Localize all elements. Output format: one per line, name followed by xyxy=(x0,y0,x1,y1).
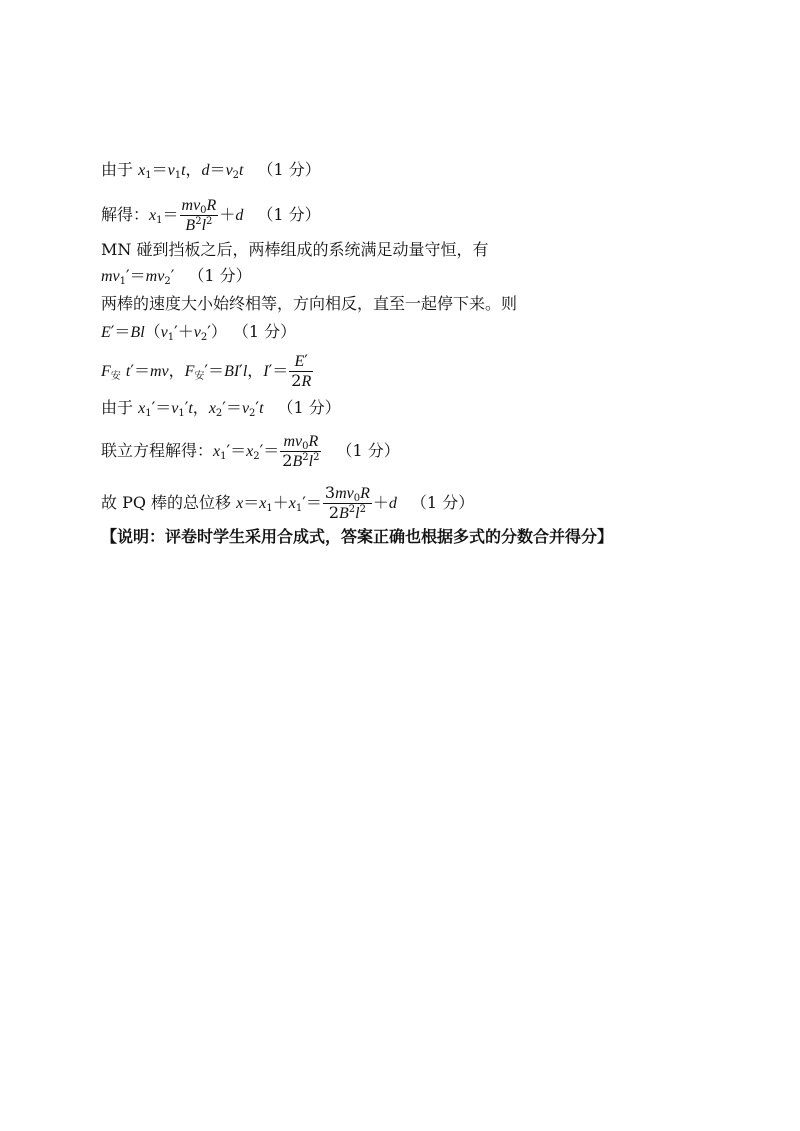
score-mark: （1 分） xyxy=(240,322,297,341)
score-mark: （1 分） xyxy=(257,160,321,179)
solution-line-2 xyxy=(101,196,321,235)
score-mark: （1 分） xyxy=(410,493,475,512)
solution-line-9 xyxy=(101,432,400,471)
score-mark: （1 分） xyxy=(188,266,252,285)
grading-note xyxy=(101,527,613,547)
solution-line-5 xyxy=(101,294,517,314)
line-text: MN 碰到挡板之后，两棒组成的系统满足动量守恒，有 xyxy=(101,240,489,259)
solution-line-8 xyxy=(101,398,341,419)
formula: $F_安$ t′＝mv，$F_安'=BI'l$，I′＝ $\frac{E'}{2R}$ xyxy=(101,351,312,390)
score-mark: （1 分） xyxy=(277,398,341,417)
formula: $mv_1'=mv_2'$ xyxy=(101,266,175,287)
solution-line-7 xyxy=(101,352,314,391)
formula: $x_1=$ $\frac{mv_0R}{B^2l^2}$ ＋d xyxy=(149,197,244,234)
formula: $E'=Bl(v_1'+v_2')$ xyxy=(101,322,227,343)
solution-line-4 xyxy=(101,266,252,287)
line-prefix: 由于 xyxy=(101,160,139,179)
formula: $x_1'=v_1't$，$x_2'=v_2't$ xyxy=(138,398,264,419)
line-prefix: 解得： xyxy=(101,205,150,224)
line-text: 【说明：评卷时学生采用合成式，答案正确也根据多式的分数合并得分】 xyxy=(101,527,614,546)
solution-line-10 xyxy=(101,484,474,523)
solution-line-3 xyxy=(101,240,488,260)
line-prefix: 由于 xyxy=(101,398,139,417)
score-mark: （1 分） xyxy=(336,441,400,460)
line-text: 两棒的速度大小始终相等，方向相反，直至一起停下来。则 xyxy=(101,294,518,313)
formula: $x_1=v_1t$，$d=v_2t$ xyxy=(138,160,244,181)
line-prefix: 联立方程解得： xyxy=(101,441,214,460)
formula: $x_1'=x_2'=$ $\frac{mv_0R}{2B^2l^2}$ xyxy=(213,433,320,470)
solution-line-6 xyxy=(101,322,296,343)
formula: $x=x_1+x_1'=$ $\frac{3mv_0R}{2B^2l^2}$ ＋d xyxy=(236,483,397,522)
line-prefix: 故 PQ 棒的总位移 xyxy=(101,493,237,512)
solution-line-1 xyxy=(101,160,321,181)
score-mark: （1 分） xyxy=(257,205,321,224)
